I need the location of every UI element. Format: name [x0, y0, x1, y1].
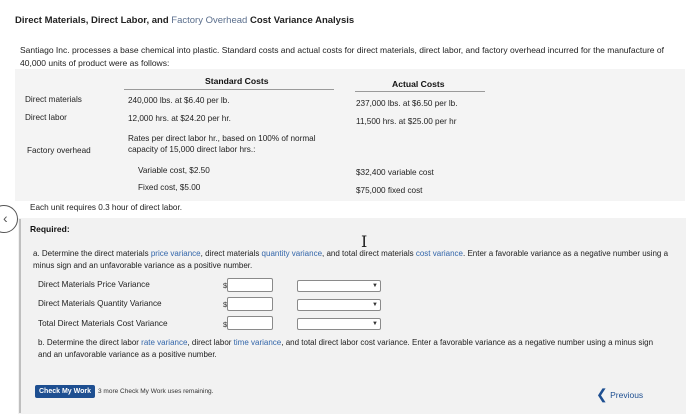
quantity-variance-type-select[interactable]: [297, 299, 381, 311]
currency-symbol: $: [223, 281, 228, 290]
act-labor: 11,500 hrs. at $25.00 per hr: [356, 117, 457, 126]
title-text-1: Direct Materials, Direct Labor, and: [15, 15, 172, 26]
title-text-2: Cost Variance Analysis: [247, 15, 355, 26]
act-variable-cost: $32,400 variable cost: [356, 168, 434, 177]
chevron-left-icon: ❮: [596, 386, 608, 402]
check-uses-remaining: 3 more Check My Work uses remaining.: [98, 388, 214, 395]
previous-label: Previous: [610, 390, 644, 400]
link-rate-variance[interactable]: rate variance: [141, 338, 188, 347]
total-cost-variance-input[interactable]: [227, 316, 273, 330]
link-quantity-variance[interactable]: quantity variance: [261, 249, 323, 258]
label-quantity-variance: Direct Materials Quantity Variance: [38, 299, 162, 308]
std-overhead-line1: Rates per direct labor hr., based on 100% of normal: [128, 134, 316, 143]
actual-header-rule: [355, 91, 485, 92]
chevron-down-icon: ▼: [372, 302, 378, 308]
label-price-variance: Direct Materials Price Variance: [38, 280, 150, 289]
standard-header-rule: [124, 89, 334, 90]
chevron-down-icon: ▼: [372, 283, 378, 289]
chevron-down-icon: ▼: [372, 321, 378, 327]
std-fixed-cost: Fixed cost, $5.00: [138, 183, 201, 192]
chevron-left-icon: ‹: [3, 210, 8, 226]
part-b-question: b. Determine the direct labor rate variance, direct labor time variance, and total direct labor cost variance. Enter a favorable variance as a negative number using a minus sign and an unfavorable variance as a positive number.: [38, 338, 654, 359]
check-my-work-button[interactable]: Check My Work: [35, 385, 95, 398]
required-label: Required:: [30, 224, 70, 234]
price-variance-type-select[interactable]: [297, 280, 381, 292]
labor-hours-note: Each unit requires 0.3 hour of direct labor.: [30, 203, 183, 212]
previous-button[interactable]: [596, 385, 643, 402]
quantity-variance-input[interactable]: [227, 297, 273, 311]
std-overhead-line2: capacity of 15,000 direct labor hrs.:: [128, 145, 256, 154]
act-fixed-cost: $75,000 fixed cost: [356, 186, 423, 195]
standard-costs-header: Standard Costs: [205, 76, 269, 86]
row-label-overhead: Factory overhead: [27, 146, 91, 155]
price-variance-input[interactable]: [227, 278, 273, 292]
cost-table-panel: [15, 69, 685, 201]
actual-costs-header: Actual Costs: [392, 79, 445, 89]
currency-symbol: $: [223, 320, 228, 329]
std-variable-cost: Variable cost, $2.50: [138, 166, 210, 175]
part-a-question: a. Determine the direct materials price variance, direct materials quantity variance, and total direct materials cost variance. Enter a favorable variance as a negative number using a minus sign and an unfavorable variance as a positive number.: [33, 249, 669, 270]
link-cost-variance[interactable]: cost variance: [415, 249, 463, 258]
std-materials: 240,000 lbs. at $6.40 per lb.: [128, 96, 230, 105]
title-highlight: Factory Overhead: [171, 15, 248, 26]
link-time-variance[interactable]: time variance: [233, 338, 282, 347]
act-materials: 237,000 lbs. at $6.50 per lb.: [356, 99, 458, 108]
page-title: [15, 15, 354, 26]
total-cost-variance-type-select[interactable]: [297, 318, 381, 330]
label-total-cost-variance: Total Direct Materials Cost Variance: [38, 319, 168, 328]
std-labor: 12,000 hrs. at $24.20 per hr.: [128, 114, 231, 123]
back-button[interactable]: [0, 205, 18, 233]
currency-symbol: $: [223, 300, 228, 309]
text-cursor-icon: I: [361, 232, 368, 251]
row-label-labor: Direct labor: [25, 113, 67, 122]
row-label-materials: Direct materials: [25, 95, 82, 104]
problem-description: Santiago Inc. processes a base chemical into plastic. Standard costs and actual costs for direct materials, direct labor, and factory overhead incurred for the manufacture of 40,000 units of product were as follows:: [20, 45, 664, 68]
link-price-variance[interactable]: price variance: [150, 249, 201, 258]
